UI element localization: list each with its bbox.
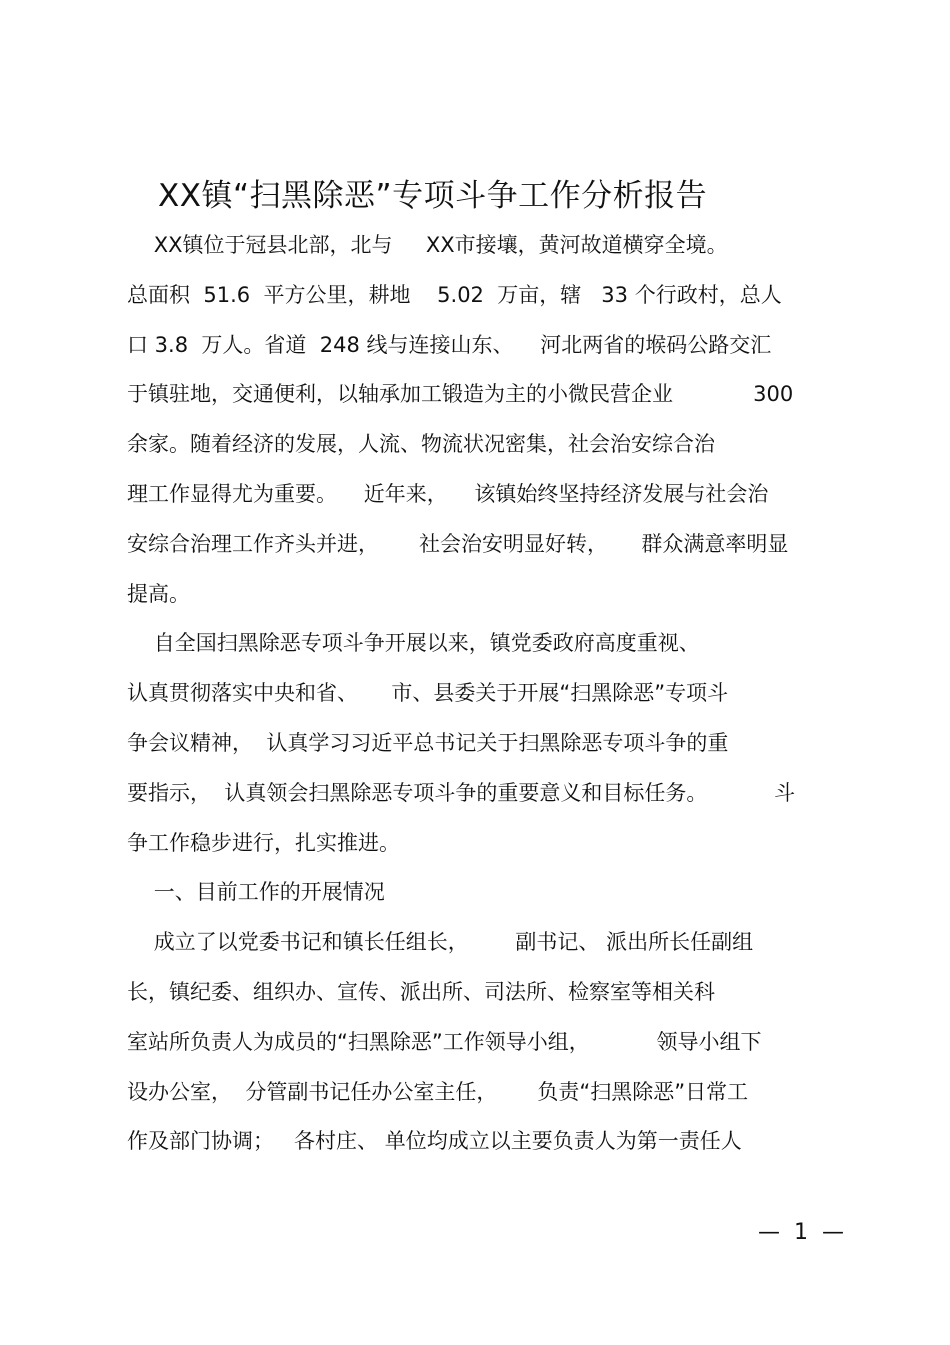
body-line: 总面积 51.6 平方公里，耕地 5.02 万亩，辖 33 个行政村，总人 — [127, 283, 782, 307]
body-line: 争会议精神， 认真学习习近平总书记关于扫黑除恶专项斗争的重 — [127, 731, 729, 755]
body-line: 设办公室， 分管副书记任办公室主任， 负责“扫黑除恶”日常工 — [127, 1080, 749, 1104]
body-line: 认真贯彻落实中央和省、 市、县委关于开展“扫黑除恶”专项斗 — [127, 681, 729, 705]
body-line: 余家。随着经济的发展，人流、物流状况密集，社会治安综合治 — [127, 432, 715, 456]
body-line: 长，镇纪委、组织办、宣传、派出所、司法所、检察室等相关科 — [127, 980, 715, 1004]
body-line: 于镇驻地，交通便利，以轴承加工锻造为主的小微民营企业 300 — [127, 382, 794, 406]
body-line: 安综合治理工作齐头并进， 社会治安明显好转， 群众满意率明显 — [127, 532, 789, 556]
page-number: — 1 — — [758, 1220, 844, 1245]
body-line: 要指示， 认真领会扫黑除恶专项斗争的重要意义和目标任务。 斗 — [127, 781, 796, 805]
body-line: 争工作稳步进行，扎实推进。 — [127, 831, 400, 855]
section-heading: 一、目前工作的开展情况 — [127, 880, 385, 904]
body-line: XX镇位于冠县北部，北与 XX市接壤，黄河故道横穿全境。 — [127, 233, 728, 257]
body-line: 室站所负责人为成员的“扫黑除恶”工作领导小组， 领导小组下 — [127, 1030, 762, 1054]
document-title: XX镇“扫黑除恶”专项斗争工作分析报告 — [158, 178, 708, 214]
body-line: 理工作显得尤为重要。 近年来， 该镇始终坚持经济发展与社会治 — [127, 482, 769, 506]
body-line: 成立了以党委书记和镇长任组长， 副书记、 派出所长任副组 — [127, 930, 754, 954]
body-line: 自全国扫黑除恶专项斗争开展以来，镇党委政府高度重视、 — [127, 631, 700, 655]
body-line: 口 3.8 万人。省道 248 线与连接山东、 河北两省的堠码公路交汇 — [127, 333, 772, 357]
body-line: 作及部门协调； 各村庄、 单位均成立以主要负责人为第一责任人 — [127, 1129, 742, 1153]
body-line: 提高。 — [127, 582, 190, 606]
